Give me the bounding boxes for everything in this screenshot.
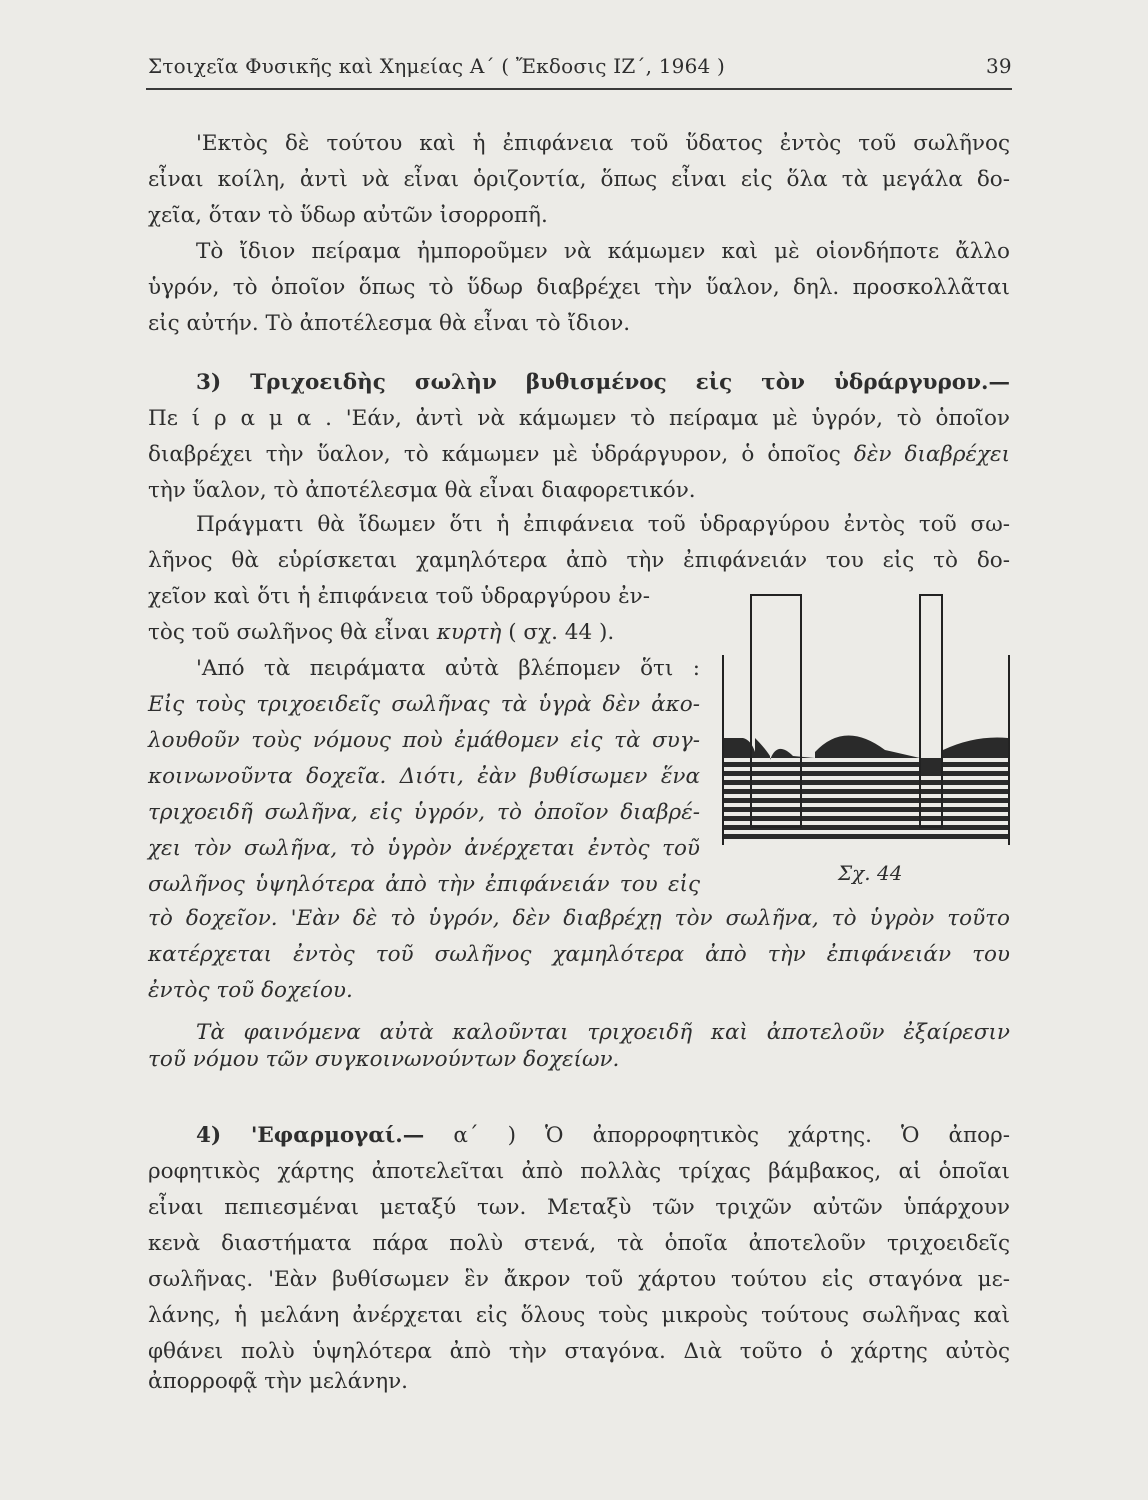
left-capillary-tube [751, 595, 801, 827]
text-segment: χεῖον καὶ ὅτι ἡ ἐπιφάνεια τοῦ ὑδραργύρου ἐν- [148, 584, 650, 609]
italic-text: κοινωνοῦντα δοχεῖα. Διότι, ἐὰν βυθίσωμεν ἕνα [148, 764, 700, 789]
text-line [148, 1301, 1010, 1331]
text-line [148, 726, 700, 756]
text-segment: κενὰ διαστήματα πάρα πολὺ στενά, τὰ ὁποῖα ἀποτελοῦν τριχοειδεῖς [148, 1231, 1010, 1256]
text-line [148, 1157, 1010, 1187]
text-line [148, 690, 700, 720]
text-segment: φθάνει πολὺ ὑψηλότερα ἀπὸ τὴν σταγόνα. Διὰ τοῦτο ὁ χάρτης αὐτὸς [148, 1339, 1010, 1364]
text-segment: 'Εκτὸς δὲ τούτου καὶ ἡ ἐπιφάνεια τοῦ ὕδατος ἐντὸς τοῦ σωλῆνος [196, 131, 1010, 156]
text-line [148, 1367, 1010, 1397]
text-line [148, 1229, 1010, 1259]
text-line [148, 940, 1010, 970]
italic-text: σωλῆνος ὑψηλότερα ἀπὸ τὴν ἐπιφάνειάν του εἰς [148, 872, 700, 897]
text-segment: εἶναι πεπιεσμέναι μεταξύ των. Μεταξὺ τῶν τριχῶν αὐτῶν ὑπάρχουν [148, 1195, 1010, 1220]
italic-text: χει τὸν σωλῆνα, τὸ ὑγρὸν ἀνέρχεται ἐντὸς τοῦ [148, 836, 700, 861]
text-segment: ἀπορροφᾷ τὴν μελάνην. [148, 1369, 409, 1394]
text-line [148, 237, 1010, 267]
italic-text: τριχοειδῆ σωλῆνα, εἰς ὑγρόν, τὸ ὁποῖον διαβρέ- [148, 800, 700, 825]
text-line [148, 762, 700, 792]
text-segment: χεῖα, ὅταν τὸ ὕδωρ αὐτῶν ἰσορροπῆ. [148, 203, 548, 228]
text-line [148, 1193, 1010, 1223]
text-line [148, 201, 1010, 231]
text-line [148, 1018, 1010, 1048]
text-segment: ροφητικὸς χάρτης ἀποτελεῖται ἀπὸ πολλὰς τρίχας βάμβακος, αἱ ὁποῖαι [148, 1159, 1010, 1184]
text-line [148, 870, 700, 900]
italic-text: δὲν διαβρέχει [853, 442, 1010, 467]
text-line [148, 1265, 1010, 1295]
text-segment: Πε ί ρ α μ α . 'Εάν, ἀντὶ νὰ κάμωμεν τὸ πείραμα μὲ ὑγρόν, τὸ ὁποῖον [148, 406, 1010, 431]
text-line [148, 976, 1010, 1006]
italic-text: Τὰ φαινόμενα αὐτὰ καλοῦνται τριχοειδῆ καὶ ἀποτελοῦν ἐξαίρεσιν [196, 1020, 1010, 1045]
text-line [148, 582, 650, 612]
text-segment: τὴν ὕαλον, τὸ ἀποτέλεσμα θὰ εἶναι διαφορετικόν. [148, 478, 696, 503]
page-number: 39 [986, 54, 1012, 78]
text-segment: Τὸ ἴδιον πείραμα ἠμποροῦμεν νὰ κάμωμεν καὶ μὲ οἱονδήποτε ἄλλο [196, 239, 1010, 264]
italic-text: Εἰς τοὺς τριχοειδεῖς σωλῆνας τὰ ὑγρὰ δὲν ἀκο- [148, 692, 700, 717]
text-line [148, 404, 1010, 434]
figure-caption: Σχ. 44 [838, 861, 903, 885]
text-segment: 'Από τὰ πειράματα αὐτὰ βλέπομεν ὅτι : [196, 656, 700, 681]
text-line [148, 546, 1010, 576]
running-header-title: Στοιχεῖα Φυσικῆς καὶ Χημείας Α΄ ( Ἔκδοσις ΙΖ΄, 1964 ) [148, 54, 725, 78]
text-segment: Πράγματι θὰ ἴδωμεν ὅτι ἡ ἐπιφάνεια τοῦ ὑδραργύρου ἐντὸς τοῦ σω- [196, 512, 1010, 537]
text-segment: ( σχ. 44 ). [501, 620, 615, 645]
text-line [148, 510, 1010, 540]
text-line [148, 834, 700, 864]
bold-heading-text: 4) 'Εφαρμογαί.— [196, 1123, 425, 1148]
text-line [148, 165, 1010, 195]
text-segment: ὑγρόν, τὸ ὁποῖον ὅπως τὸ ὕδωρ διαβρέχει τὴν ὕαλον, δηλ. προσκολλᾶται [148, 275, 1010, 300]
text-line [148, 273, 1010, 303]
text-line [148, 1337, 1010, 1367]
text-line [148, 798, 700, 828]
bold-heading-text: 3) Τριχοειδὴς σωλὴν βυθισμένος εἰς τὸν ὑδράργυρον.— [196, 370, 1010, 395]
header-rule [146, 88, 1012, 90]
text-segment: εἰς αὐτήν. Τὸ ἀποτέλεσμα θὰ εἶναι τὸ ἴδιον. [148, 311, 631, 336]
mercury-stripe [723, 834, 1009, 839]
text-segment: λῆνος θὰ εὑρίσκεται χαμηλότερα ἀπὸ τὴν ἐπιφάνειάν του εἰς τὸ δο- [148, 548, 1010, 573]
text-segment: λάνης, ἡ μελάνη ἀνέρχεται εἰς ὅλους τοὺς μικροὺς τούτους σωλῆνας καὶ [148, 1303, 1010, 1328]
text-segment: εἶναι κοίλη, ἀντὶ νὰ εἶναι ὁριζοντία, ὅπως εἶναι εἰς ὅλα τὰ μεγάλα δο- [148, 167, 1010, 192]
italic-text: τὸ δοχεῖον. 'Εὰν δὲ τὸ ὑγρόν, δὲν διαβρέχῃ τὸν σωλῆνα, τὸ ὑγρὸν τοῦτο [148, 906, 1010, 931]
text-segment: διαβρέχει τὴν ὕαλον, τὸ κάμωμεν μὲ ὑδράργυρον, ὁ ὁποῖος [148, 442, 854, 467]
italic-text: κατέρχεται ἐντὸς τοῦ σωλῆνος χαμηλότερα ἀπὸ τὴν ἐπιφάνειάν του [148, 942, 1010, 967]
text-line [148, 129, 1010, 159]
section-heading-line [148, 1121, 1010, 1151]
italic-text: λουθοῦν τοὺς νόμους ποὺ ἐμάθομεν εἰς τὰ συγ- [148, 728, 700, 753]
italic-text: τοῦ νόμου τῶν συγκοινωνούντων δοχείων. [148, 1047, 620, 1072]
text-line [148, 904, 1010, 934]
text-line [148, 654, 700, 684]
text-line [148, 309, 1010, 339]
text-line [148, 476, 1010, 506]
text-line [148, 1045, 1010, 1075]
section-heading-line [148, 368, 1010, 398]
figure-44-capillary-mercury-diagram [715, 590, 1015, 850]
text-segment: τὸς τοῦ σωλῆνος θὰ εἶναι [148, 620, 437, 645]
italic-text: ἐντὸς τοῦ δοχείου. [148, 978, 353, 1003]
text-segment: α΄ ) Ὁ ἀπορροφητικὸς χάρτης. Ὁ ἀπορ- [424, 1123, 1010, 1148]
text-line [148, 440, 1010, 470]
text-segment: σωλῆνας. 'Εὰν βυθίσωμεν ἓν ἄκρον τοῦ χάρτου τούτου εἰς σταγόνα με- [148, 1267, 1010, 1292]
italic-text: κυρτὴ [436, 620, 502, 645]
